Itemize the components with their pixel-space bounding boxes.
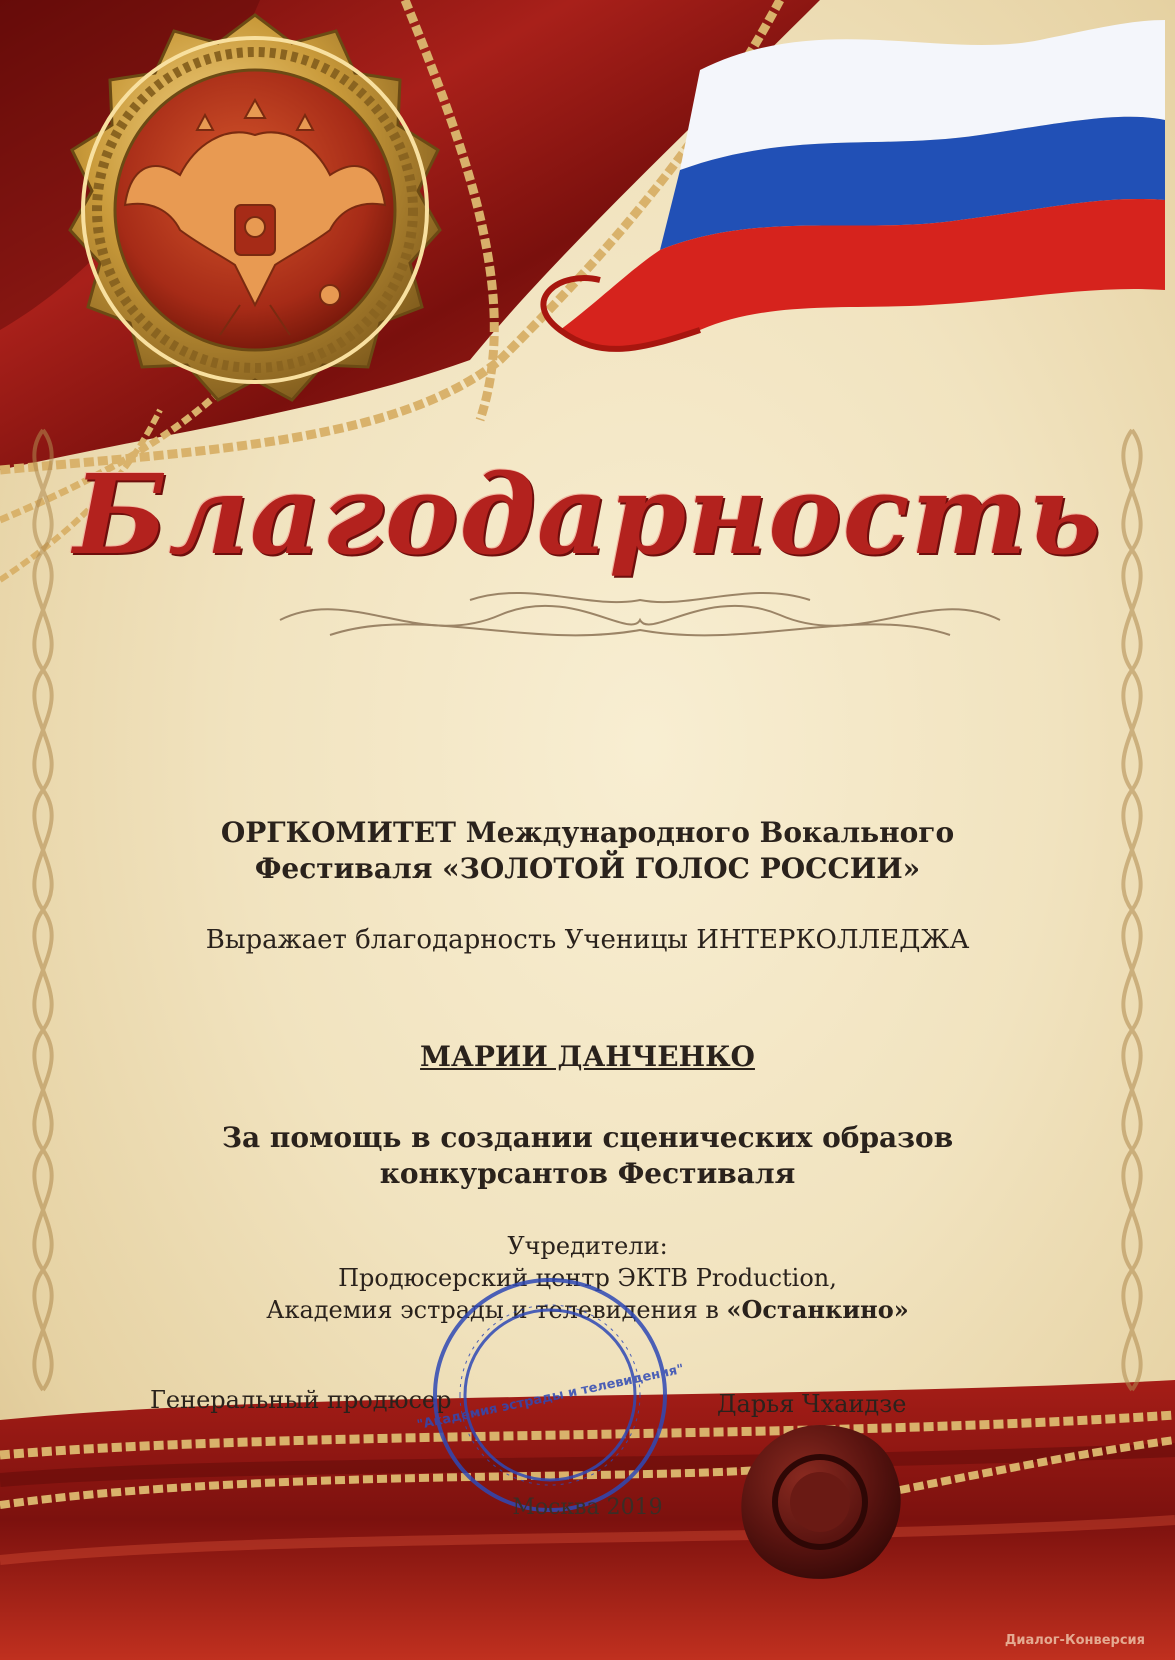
signature-name: Дарья Чхаидзе	[717, 1390, 907, 1418]
signature-role: Генеральный продюсер	[150, 1386, 452, 1414]
reason-line-2: конкурсантов Фестиваля	[379, 1157, 796, 1190]
double-headed-eagle-coat-of-arms-icon	[30, 5, 480, 455]
recipient-name: МАРИИ ДАНЧЕНКО	[420, 1040, 755, 1073]
stamp-center-text: "Академия эстрады и телевидения"	[415, 1361, 686, 1434]
founders-line-2-prefix: Академия эстрады и телевидения в	[266, 1296, 727, 1324]
certificate-title: Благодарность	[73, 450, 1102, 579]
founders-line-2-bold: «Останкино»	[726, 1295, 909, 1324]
title-flourish	[270, 580, 1010, 660]
founders-line-1: Продюсерский центр ЭКТВ Production,	[338, 1264, 837, 1292]
round-organization-stamp-icon	[415, 1275, 686, 1515]
city-year: Москва 2019	[512, 1495, 663, 1520]
organizer-line-1: ОРГКОМИТЕТ Международного Вокального	[220, 816, 955, 849]
organizer-line-2: Фестиваля «ЗОЛОТОЙ ГОЛОС РОССИИ»	[254, 852, 921, 885]
reason-text	[0, 1120, 1175, 1192]
expresses-gratitude-text: Выражает благодарность Ученицы ИНТЕРКОЛЛЕДЖА	[205, 925, 970, 955]
reason-line-1: За помощь в создании сценических образов	[221, 1121, 954, 1154]
organizer-text	[0, 815, 1175, 887]
printer-credit: Диалог-Конверсия	[1004, 1633, 1145, 1648]
founders-heading: Учредители:	[507, 1232, 668, 1260]
